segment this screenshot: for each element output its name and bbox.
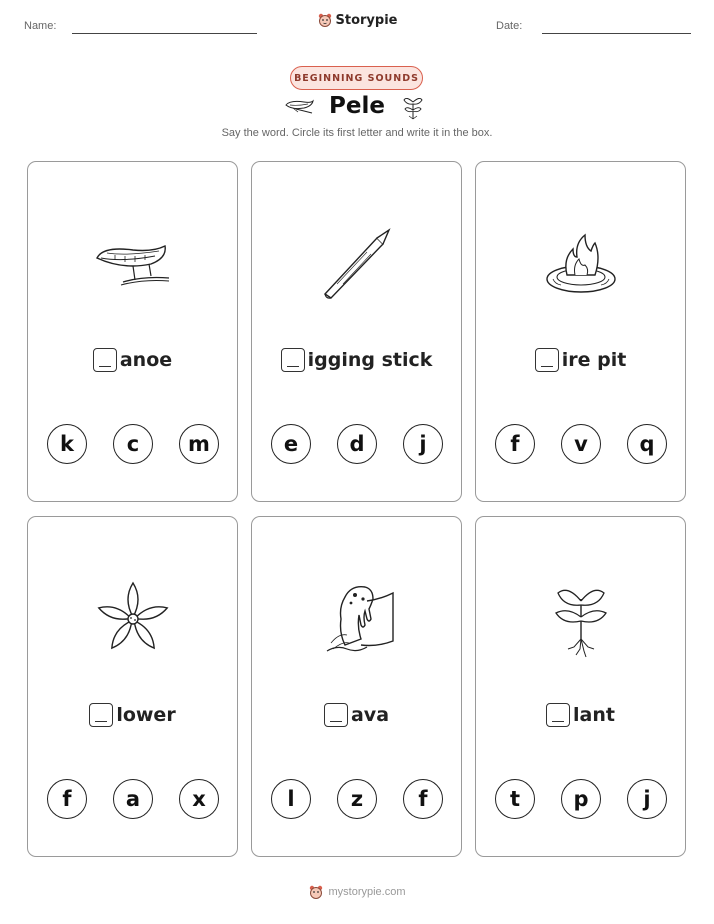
letter-choice[interactable]: t bbox=[495, 779, 535, 819]
plant-small-icon bbox=[401, 92, 425, 120]
word-prompt bbox=[252, 703, 461, 727]
word-card-digging-stick bbox=[251, 161, 462, 502]
word-prompt bbox=[476, 703, 685, 727]
letter-choices bbox=[47, 424, 219, 464]
worksheet-title: Pele bbox=[329, 93, 385, 119]
letter-choice[interactable]: e bbox=[271, 424, 311, 464]
brand-name: Storypie bbox=[335, 12, 398, 28]
letter-choice[interactable]: j bbox=[403, 424, 443, 464]
word-prompt bbox=[476, 348, 685, 372]
letter-choice[interactable]: f bbox=[47, 779, 87, 819]
lava-icon bbox=[317, 579, 397, 659]
letter-choice[interactable]: q bbox=[627, 424, 667, 464]
footer bbox=[0, 884, 714, 904]
word-ending: igging stick bbox=[307, 349, 433, 371]
date-label: Date: bbox=[496, 20, 523, 32]
letter-choice[interactable]: c bbox=[113, 424, 153, 464]
word-card-plant bbox=[475, 516, 686, 857]
storypie-logo-icon bbox=[308, 884, 324, 900]
canoe-icon bbox=[93, 236, 173, 292]
date-line[interactable] bbox=[542, 33, 691, 34]
letter-choice[interactable]: z bbox=[337, 779, 377, 819]
answer-box[interactable] bbox=[89, 703, 113, 727]
letter-choice[interactable]: a bbox=[113, 779, 153, 819]
letter-choice[interactable]: k bbox=[47, 424, 87, 464]
word-prompt bbox=[28, 348, 237, 372]
word-card-fire-pit bbox=[475, 161, 686, 502]
letter-choices bbox=[495, 779, 667, 819]
letter-choices bbox=[271, 779, 443, 819]
name-label: Name: bbox=[24, 20, 57, 32]
letter-choices bbox=[47, 779, 219, 819]
answer-box[interactable] bbox=[324, 703, 348, 727]
letter-choice[interactable]: d bbox=[337, 424, 377, 464]
letter-choice[interactable]: m bbox=[179, 424, 219, 464]
storypie-logo-icon bbox=[317, 12, 333, 28]
word-card-flower bbox=[27, 516, 238, 857]
digging-stick-icon bbox=[317, 224, 397, 304]
word-ending: ire pit bbox=[561, 349, 627, 371]
name-line[interactable] bbox=[72, 33, 257, 34]
instructions: Say the word. Circle its first letter and write it in the box. bbox=[221, 127, 493, 139]
footer-site[interactable]: mystorypie.com bbox=[328, 886, 406, 898]
letter-choice[interactable]: j bbox=[627, 779, 667, 819]
word-prompt bbox=[252, 348, 461, 372]
word-prompt bbox=[28, 703, 237, 727]
word-ending: ava bbox=[350, 704, 390, 726]
answer-box[interactable] bbox=[281, 348, 305, 372]
letter-choice[interactable]: f bbox=[403, 779, 443, 819]
word-card-canoe bbox=[27, 161, 238, 502]
answer-box[interactable] bbox=[546, 703, 570, 727]
word-ending: anoe bbox=[119, 349, 173, 371]
answer-box[interactable] bbox=[93, 348, 117, 372]
letter-choice[interactable]: v bbox=[561, 424, 601, 464]
brand-header bbox=[0, 12, 714, 32]
letter-choice[interactable]: l bbox=[271, 779, 311, 819]
letter-choice[interactable]: x bbox=[179, 779, 219, 819]
letter-choices bbox=[271, 424, 443, 464]
letter-choice[interactable]: f bbox=[495, 424, 535, 464]
answer-box[interactable] bbox=[535, 348, 559, 372]
plant-icon bbox=[546, 579, 616, 659]
letter-choices bbox=[495, 424, 667, 464]
flower-icon bbox=[93, 579, 173, 659]
letter-choice[interactable]: p bbox=[561, 779, 601, 819]
word-ending: lant bbox=[573, 704, 615, 726]
word-ending: lower bbox=[116, 704, 176, 726]
fire-pit-icon bbox=[541, 229, 621, 299]
worksheet-badge: BEGINNING SOUNDS bbox=[290, 66, 423, 90]
word-card-lava bbox=[251, 516, 462, 857]
